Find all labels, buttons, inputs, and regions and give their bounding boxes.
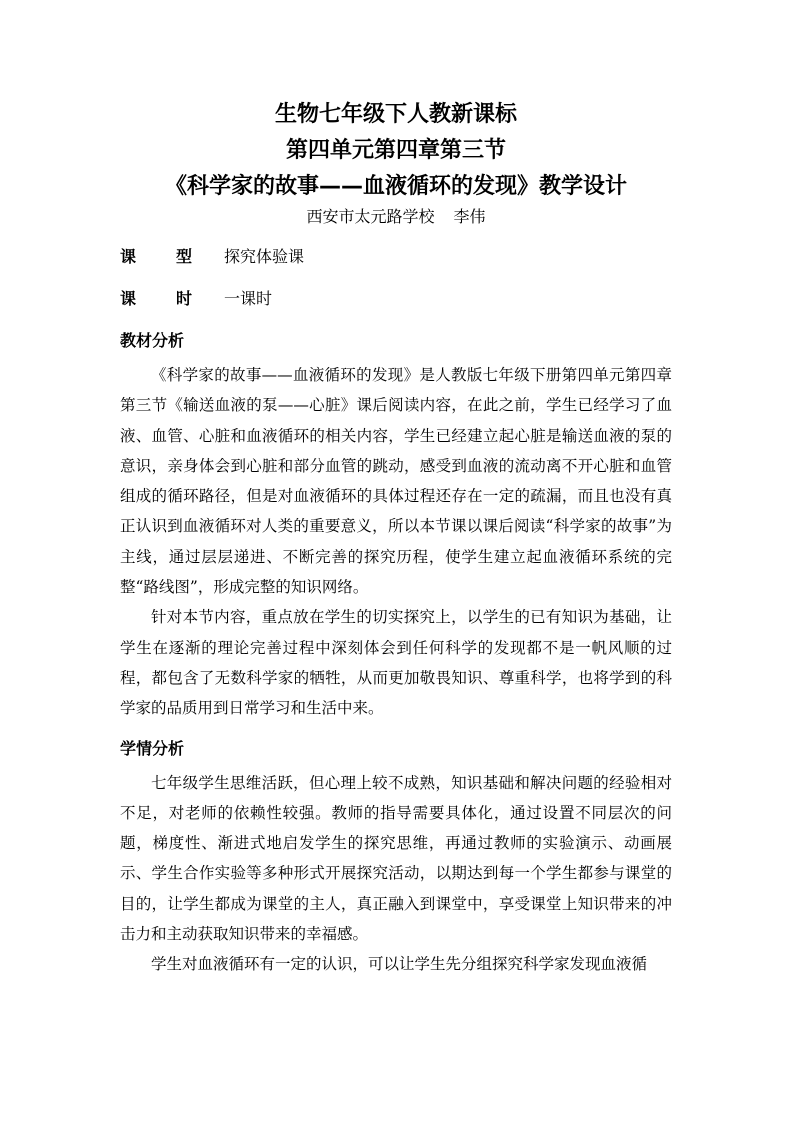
author-line xyxy=(120,204,672,230)
lesson-type-row xyxy=(120,244,672,270)
learner-analysis-paragraph-2: 学生对血液循环有一定的认识，可以让学生先分组探究科学家发现血液循 xyxy=(151,955,648,974)
doc-title-line-3: 《科学家的故事——血液循环的发现》教学设计 xyxy=(164,174,627,199)
lesson-hours-label-1: 课 xyxy=(120,289,137,308)
learner-analysis-paragraph-1: 七年级学生思维活跃，但心理上较不成熟，知识基础和解决问题的经验相对不足，对老师的依赖性较强。教师的指导需要具体化，通过设置不同层次的问题，梯度性、渐进式地启发学生的探究思维，再通过教师的实验演示、动画展示、学生合作实验等多种形式开展探究活动，以期达到每一个学生都参与课堂的目的，让学生都成为课堂的主人，真正融入到课堂中，享受课堂上知识带来的冲击力和主动获取知识带来的幸福感。 xyxy=(120,773,672,944)
doc-title-line-2: 第四单元第四章第三节 xyxy=(285,138,506,163)
author-school: 西安市太元路学校 xyxy=(306,207,435,226)
lesson-hours-label-2: 时 xyxy=(176,289,193,308)
document-page xyxy=(120,98,672,980)
material-analysis-paragraph-1: 《科学家的故事——血液循环的发现》是人教版七年级下册第四单元第四章第三节《输送血液的泵——心脏》课后阅读内容，在此之前，学生已经学习了血液、血管、心脏和血液循环的相关内容，学生已经建立起心脏是输送血液的泵的意识，亲身体会到心脏和部分血管的跳动，感受到血液的流动离不开心脏和血管组成的循环路径，但是对血液循环的具体过程还存在一定的疏漏，而且也没有真正认识到血液循环对人类的重要意义，所以本节课以课后阅读“科学家的故事”为主线，通过层层递进、不断完善的探究历程，使学生建立起血液循环系统的完整“路线图”，形成完整的知识网络。 xyxy=(120,366,672,597)
lesson-hours-row xyxy=(120,286,672,312)
author-name: 李伟 xyxy=(453,207,486,226)
learner-analysis-heading: 学情分析 xyxy=(120,738,185,758)
lesson-hours-value: 一课时 xyxy=(224,289,273,308)
lesson-type-value: 探究体验课 xyxy=(224,247,305,266)
material-analysis-heading: 教材分析 xyxy=(120,331,185,350)
lesson-type-label-2: 型 xyxy=(176,247,193,266)
lesson-type-label-1: 课 xyxy=(120,247,137,266)
material-analysis-paragraph-2: 针对本节内容，重点放在学生的切实探究上，以学生的已有知识为基础，让学生在逐渐的理论完善过程中深刻体会到任何科学的发现都不是一帆风顺的过程，都包含了无数科学家的牺牲，从而更加敬畏知识、尊重科学，也将学到的科学家的品质用到日常学习和生活中来。 xyxy=(120,608,672,718)
doc-title-line-1: 生物七年级下人教新课标 xyxy=(274,102,517,127)
